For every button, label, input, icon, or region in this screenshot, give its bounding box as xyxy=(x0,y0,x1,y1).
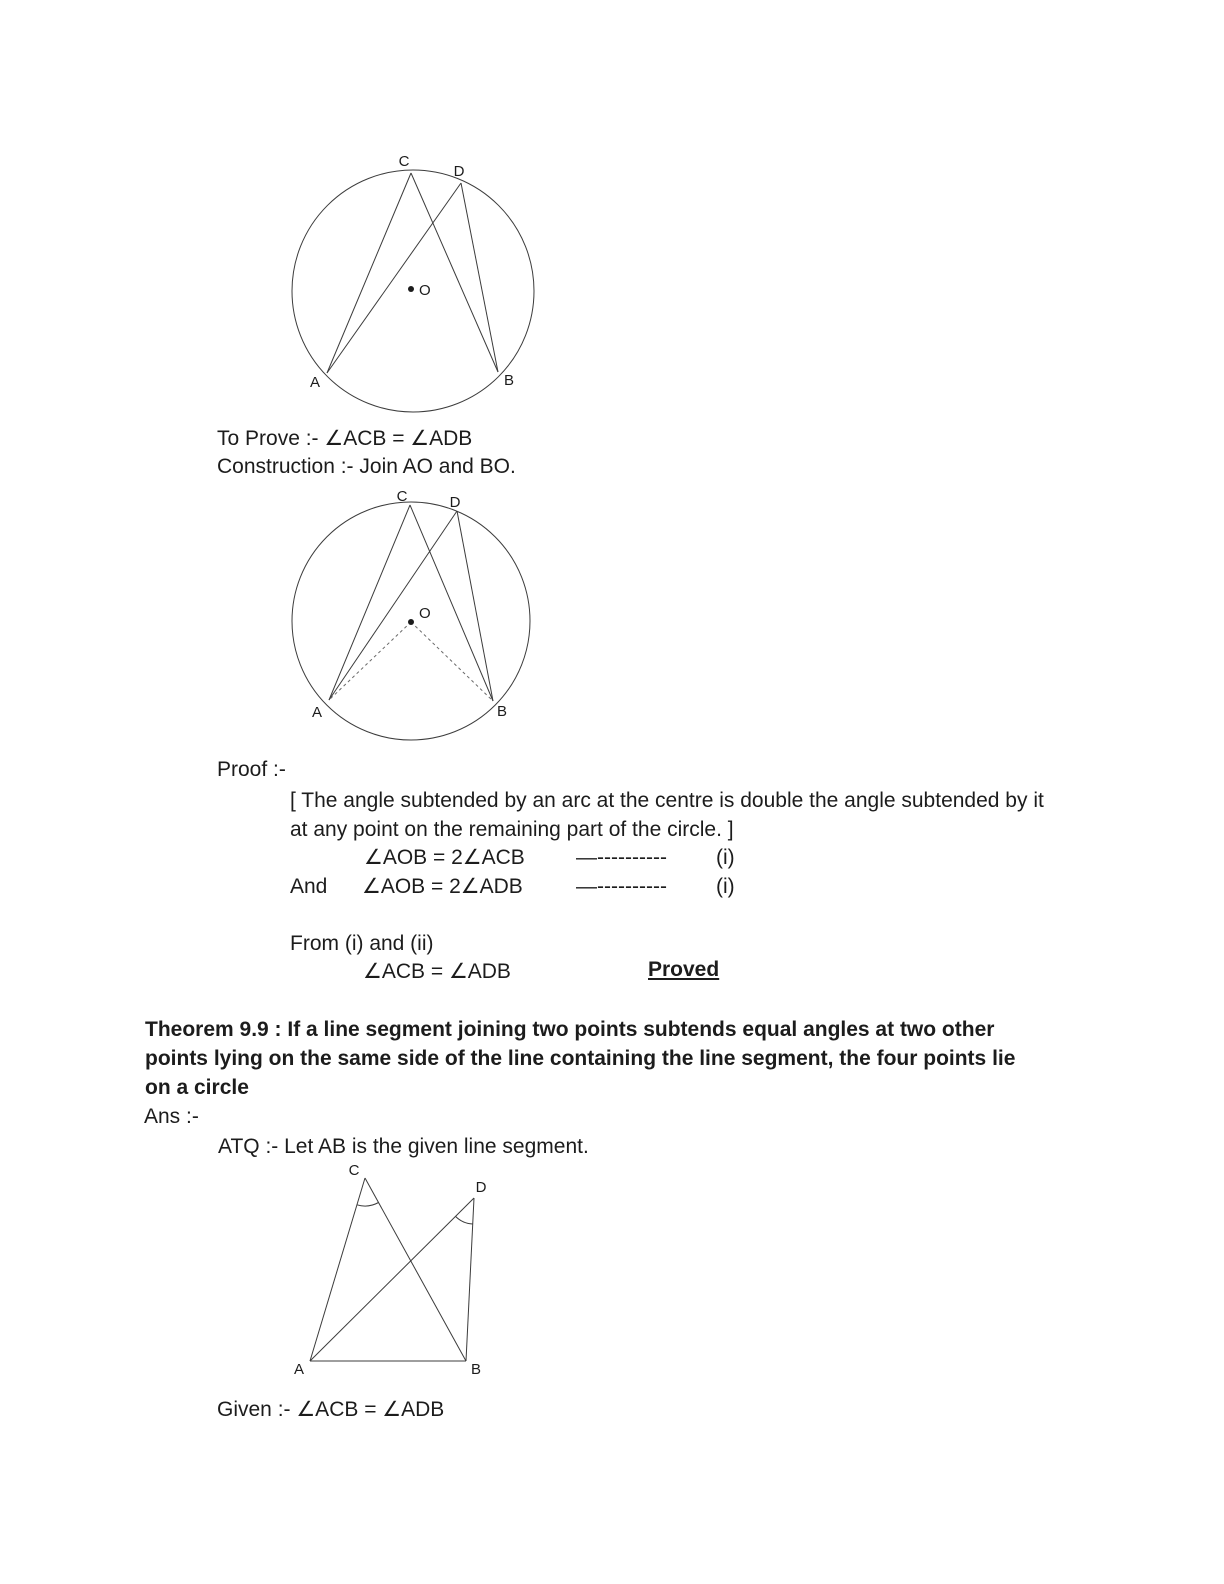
radius-oa-dashed xyxy=(329,622,411,700)
eq1-dashes: —---------- xyxy=(576,846,667,869)
point-label-c: C xyxy=(398,153,410,170)
conclusion-line: ∠ACB = ∠ADB xyxy=(363,960,511,983)
point-label-c: C xyxy=(396,488,408,505)
angle-arc-d xyxy=(456,1216,473,1224)
theorem-title-line-1: Theorem 9.9 : If a line segment joining two points subtends equal angles at two other xyxy=(145,1018,995,1041)
point-label-d: D xyxy=(449,494,461,511)
reason-line-2: at any point on the remaining part of the circle. ] xyxy=(290,818,734,841)
chord-da xyxy=(329,511,457,700)
chord-cb xyxy=(410,505,493,701)
point-label-a: A xyxy=(293,1361,305,1378)
point-label-b: B xyxy=(470,1361,482,1378)
point-label-b: B xyxy=(503,372,515,389)
chord-cb xyxy=(411,173,498,372)
quad-diagram xyxy=(290,1162,522,1386)
construction-line: Construction :- Join AO and BO. xyxy=(217,455,516,478)
eq2-conjunction: And xyxy=(290,875,328,898)
chord-db xyxy=(461,183,498,372)
reason-line-1: [ The angle subtended by an arc at the centre is double the angle subtended by it xyxy=(290,789,1044,812)
center-label-o: O xyxy=(419,282,431,299)
center-dot xyxy=(408,286,414,292)
chord-db xyxy=(457,511,493,701)
point-label-c: C xyxy=(348,1162,360,1179)
chord-ca xyxy=(329,505,410,700)
from-line: From (i) and (ii) xyxy=(290,932,434,955)
point-label-b: B xyxy=(496,703,508,720)
to-prove-line: To Prove :- ∠ACB = ∠ADB xyxy=(217,427,473,450)
chord-da xyxy=(327,183,461,373)
center-label-o: O xyxy=(419,605,431,622)
circle-diagram-1 xyxy=(285,145,551,425)
point-label-d: D xyxy=(453,163,465,180)
given-line: Given :- ∠ACB = ∠ADB xyxy=(217,1398,445,1421)
proof-label: Proof :- xyxy=(217,758,286,781)
point-label-a: A xyxy=(311,704,323,721)
atq-line: ATQ :- Let AB is the given line segment. xyxy=(218,1135,589,1158)
eq1-ref: (i) xyxy=(716,846,735,869)
point-label-d: D xyxy=(475,1179,487,1196)
eq2-lhs: ∠AOB = 2∠ADB xyxy=(362,875,523,898)
segment-cb xyxy=(365,1178,466,1361)
theorem-title-line-2: points lying on the same side of the line containing the line segment, the four points lie xyxy=(145,1047,1016,1070)
center-dot xyxy=(408,619,414,625)
eq1-lhs: ∠AOB = 2∠ACB xyxy=(364,846,525,869)
angle-arc-c xyxy=(357,1203,379,1206)
eq2-ref: (i) xyxy=(716,875,735,898)
eq2-dashes: —---------- xyxy=(576,875,667,898)
segment-db xyxy=(466,1198,474,1361)
ans-label: Ans :- xyxy=(144,1105,199,1128)
circle-diagram-2 xyxy=(285,490,551,752)
theorem-title-line-3: on a circle xyxy=(145,1076,249,1099)
proved-label: Proved xyxy=(648,958,720,981)
chord-ca xyxy=(327,173,411,373)
point-label-a: A xyxy=(309,374,321,391)
